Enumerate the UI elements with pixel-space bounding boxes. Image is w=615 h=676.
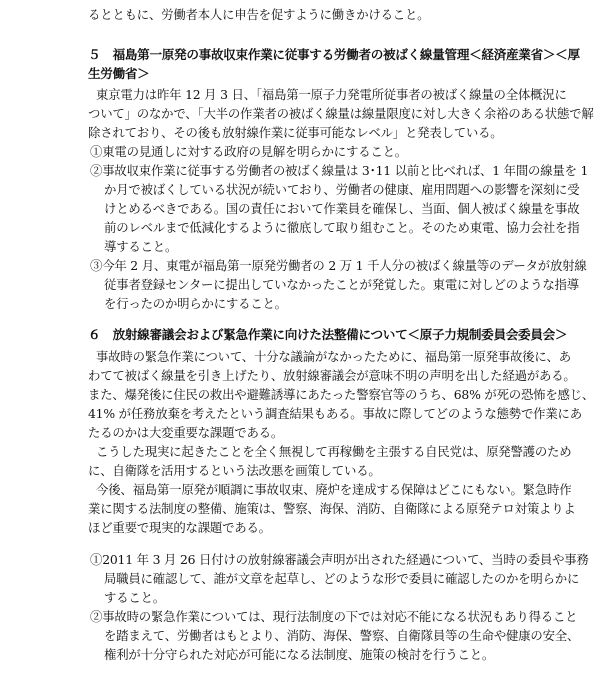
section-6-item-2-line: を踏まえて、労働者はもとより、消防、海保、警察、自衛隊員等の生命や健康の安全、 xyxy=(104,628,580,643)
section-5-item-3: ③今年 2 月、東電が福島第一原発労働者の 2 万 1 千人分の被ばく線量等のデータが放射線 xyxy=(90,258,587,273)
section-5-item-2: ②事故収束作業に従事する労働者の被ばく線量は 3･11 以前と比べれば、1 年間の線量を 1 xyxy=(90,163,589,178)
section-5-item-1: ①東電の見通しに対する政府の見解を明らかにすること。 xyxy=(90,144,407,159)
section-6-item-1-line: 局職員に確認して、誰が文章を起草し、どのような形で委員に確認したのかを明らかに xyxy=(104,571,580,586)
section-5-item-2-line: けとめるべきである。国の責任において作業員を確保し、当面、個人被ばく線量を事故 xyxy=(104,201,580,216)
section-5-item-3-line: を行ったのか明らかにすること。 xyxy=(104,296,287,311)
section-6-item-1: ①2011 年 3 月 26 日付けの放射線審議会声明が出された経過について、当時の委員や事務 xyxy=(90,552,589,567)
section-6-title: ６ 放射線審議会および緊急作業に向けた法整備について＜原子力規制委員会委員会＞ xyxy=(88,327,568,342)
section-6-paragraph-line: に、自衛隊を活用するという法改悪を画策している。 xyxy=(88,463,381,478)
section-5-title: ５ 福島第一原発の事故収束作業に従事する労働者の被ばく線量管理＜経済産業省＞＜厚 xyxy=(88,47,580,62)
section-6-paragraph-line: たるのかは大変重要な課題である。 xyxy=(88,425,284,440)
section-6-paragraph-line: 業に関する法制度の整備、施策は、警察、海保、消防、自衛隊による原発テロ対策よりよ xyxy=(88,501,576,516)
section-6-item-1-line: すること。 xyxy=(104,590,165,605)
section-5-item-3-line: 従事者登録センターに提出していなかったことが発覚した。東電に対しどのような指導 xyxy=(104,277,579,292)
section-6-paragraph-line: 事故時の緊急作業について、十分な議論がなかったために、福島第一原発事故後に、あ xyxy=(96,349,571,364)
section-6-paragraph-line: 41% が任務放棄を考えたという調査結果もある。事故に際してどのような態勢で作業にあ xyxy=(88,406,582,421)
section-6-paragraph-line: また、爆発後に住民の救出や避難誘導にあたった警察官等のうち、68% が死の恐怖を感じ、 xyxy=(88,387,595,402)
section-6-paragraph-line: 今後、福島第一原発が順調に事故収束、廃炉を達成する保障はどこにもない。緊急時作 xyxy=(96,482,572,497)
section-5-body-line: 東京電力は昨年 12 月 3 日、「福島第一原子力発電所従事者の被ばく線量の全体概況に xyxy=(96,87,567,102)
section-6-paragraph-line: こうした現実に起きたことを全く無視して再稼働を主張する自民党は、原発警護のため xyxy=(96,444,572,459)
intro-line: るとともに、労働者本人に申告を促すように働きかけること。 xyxy=(88,7,430,22)
section-5-item-2-line: 前のレベルまで低減化するように徹底して取り組むこと。そのため東電、協力会社を指 xyxy=(104,220,580,235)
section-5-body-line: ついて」のなかで、「大半の作業者の被ばく線量は線量限度に対し大きく余裕のある状態で解 xyxy=(88,106,594,121)
section-5-title-cont: 生労働省＞ xyxy=(88,66,150,81)
section-5-item-2-line: 導すること。 xyxy=(104,239,178,254)
section-6-paragraph-line: ほど重要で現実的な課題である。 xyxy=(88,520,271,535)
section-6-paragraph-line: わてて被ばく線量を引き上げたり、放射線審議会が意味不明の声明を出した経過がある。 xyxy=(88,368,576,383)
section-5-body-line: 除されており、その後も放射線作業に従事可能なレベル」と発表している。 xyxy=(88,125,503,140)
section-6-item-2: ②事故時の緊急作業については、現行法制度の下では対応不能になる状況もあり得ること xyxy=(90,609,578,624)
section-5-item-2-line: か月で被ばくしている状況が続いており、労働者の健康、雇用問題への影響を深刻に受 xyxy=(104,182,580,197)
section-6-item-2-line: 権利が十分守られた対応が可能になる法制度、施策の検討を行うこと。 xyxy=(104,647,495,662)
